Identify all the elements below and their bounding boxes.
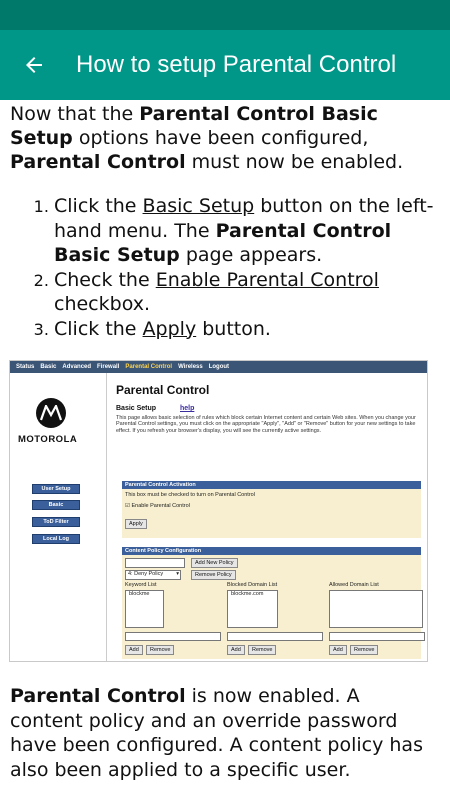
keyword-add-button: Add [125, 645, 143, 655]
router-nav-item: Logout [208, 364, 230, 370]
router-nav-bar [10, 361, 427, 373]
blocked-domain-input [227, 632, 323, 641]
activation-header: Parental Control Activation [122, 481, 421, 489]
step-text: Click the [54, 195, 143, 217]
policy-header: Content Policy Configuration [122, 547, 421, 555]
keyword-item: blockme [129, 591, 150, 597]
step-text: button on the left-hand menu. The [54, 195, 434, 242]
steps-list [10, 194, 440, 341]
apply-button: Apply [125, 519, 147, 529]
remove-policy-button: Remove Policy [191, 570, 236, 580]
outro-text: is now enabled. A content policy and an override password have been configured. A content policy has also been applied to a specific user. [10, 685, 423, 781]
intro-bold-1: Parental Control Basic Setup [10, 103, 378, 149]
router-screenshot [9, 360, 428, 662]
allowed-domain-label: Allowed Domain List [329, 582, 379, 588]
activation-note: This box must be checked to turn on Parental Control [125, 492, 255, 498]
router-side-button: Local Log [32, 534, 80, 544]
step-text: Click the [54, 317, 143, 340]
blocked-remove-button: Remove [248, 645, 276, 655]
step-link: Basic Setup [142, 195, 255, 217]
router-nav-item: Firewall [97, 364, 120, 370]
motorola-m-icon [40, 405, 62, 421]
router-side-button: User Setup [32, 484, 80, 494]
policy-select [125, 570, 181, 580]
step-item [54, 194, 440, 268]
blocked-domain-listbox [227, 590, 278, 628]
step-text: Check the [54, 268, 156, 291]
step-text: checkbox. [54, 293, 151, 315]
keyword-listbox [125, 590, 164, 628]
page-title: How to setup Parental Control [76, 51, 397, 78]
router-heading: Parental Control [116, 383, 210, 397]
allowed-remove-button: Remove [350, 645, 378, 655]
blocked-domain-label: Blocked Domain List [227, 582, 278, 588]
outro-bold: Parental Control [10, 685, 186, 707]
activation-checkbox-row [122, 503, 421, 509]
router-brand: MOTOROLA [18, 434, 78, 445]
arrow-back-icon [22, 53, 46, 77]
router-nav-item: Advanced [62, 364, 92, 370]
apply-row [122, 512, 421, 530]
intro-text-1: Now that the [10, 103, 140, 125]
app-bar [0, 30, 450, 100]
step-text: button. [196, 317, 271, 340]
blocked-domain-item: blockme.com [231, 591, 264, 597]
status-bar [0, 0, 450, 30]
policy-select-value: 4: Deny Policy [128, 571, 164, 577]
router-sidebar [10, 373, 107, 661]
activation-panel [122, 481, 421, 538]
blocked-add-button: Add [227, 645, 245, 655]
router-nav-item: Basic [40, 364, 57, 370]
step-text: page appears. [179, 244, 323, 266]
router-description: This page allows basic selection of rules which block certain Internet content and certain Web sites. When you change your Parental Control settings, you must click on the appropriate "Apply", "Add" or "Remove" button for your new settings to take effect. If you refresh your browser's display, you will see the currently active settings. [116, 415, 416, 434]
step-bold: Parental Control Basic Setup [54, 219, 392, 266]
router-nav-item-active: Parental Control [125, 364, 173, 370]
outro-paragraph [10, 684, 432, 782]
router-side-button: Basic [32, 500, 80, 510]
article-content [0, 102, 450, 341]
step-item [54, 317, 440, 342]
keyword-input [125, 632, 221, 641]
intro-text-2: options have been configured, [72, 127, 369, 149]
intro-text-3: must now be enabled. [185, 151, 404, 173]
back-button[interactable] [14, 45, 54, 85]
intro-bold-2: Parental Control [10, 151, 186, 173]
content-policy-panel [122, 547, 421, 659]
router-side-button: ToD Filter [32, 517, 80, 527]
intro-paragraph [10, 102, 440, 174]
activation-checkbox-label: Enable Parental Control [131, 503, 190, 509]
router-nav-item: Status [16, 364, 35, 370]
allowed-domain-input [329, 632, 425, 641]
add-policy-button: Add New Policy [191, 558, 238, 568]
policy-name-field [125, 558, 185, 568]
router-nav-item: Wireless [178, 364, 203, 370]
allowed-add-button: Add [329, 645, 347, 655]
allowed-domain-listbox [329, 590, 423, 628]
step-link: Apply [142, 317, 197, 340]
checked-checkbox-icon: ☑ [125, 503, 132, 509]
step-item [54, 268, 440, 317]
router-help-link: help [180, 405, 195, 412]
router-subheading: Basic Setup [116, 405, 157, 412]
dropdown-arrow-icon: ▾ [176, 571, 179, 577]
motorola-logo-icon [36, 398, 66, 428]
step-link: Enable Parental Control [155, 268, 379, 291]
keyword-list-label: Keyword List [125, 582, 157, 588]
keyword-remove-button: Remove [146, 645, 174, 655]
router-main [114, 373, 421, 661]
